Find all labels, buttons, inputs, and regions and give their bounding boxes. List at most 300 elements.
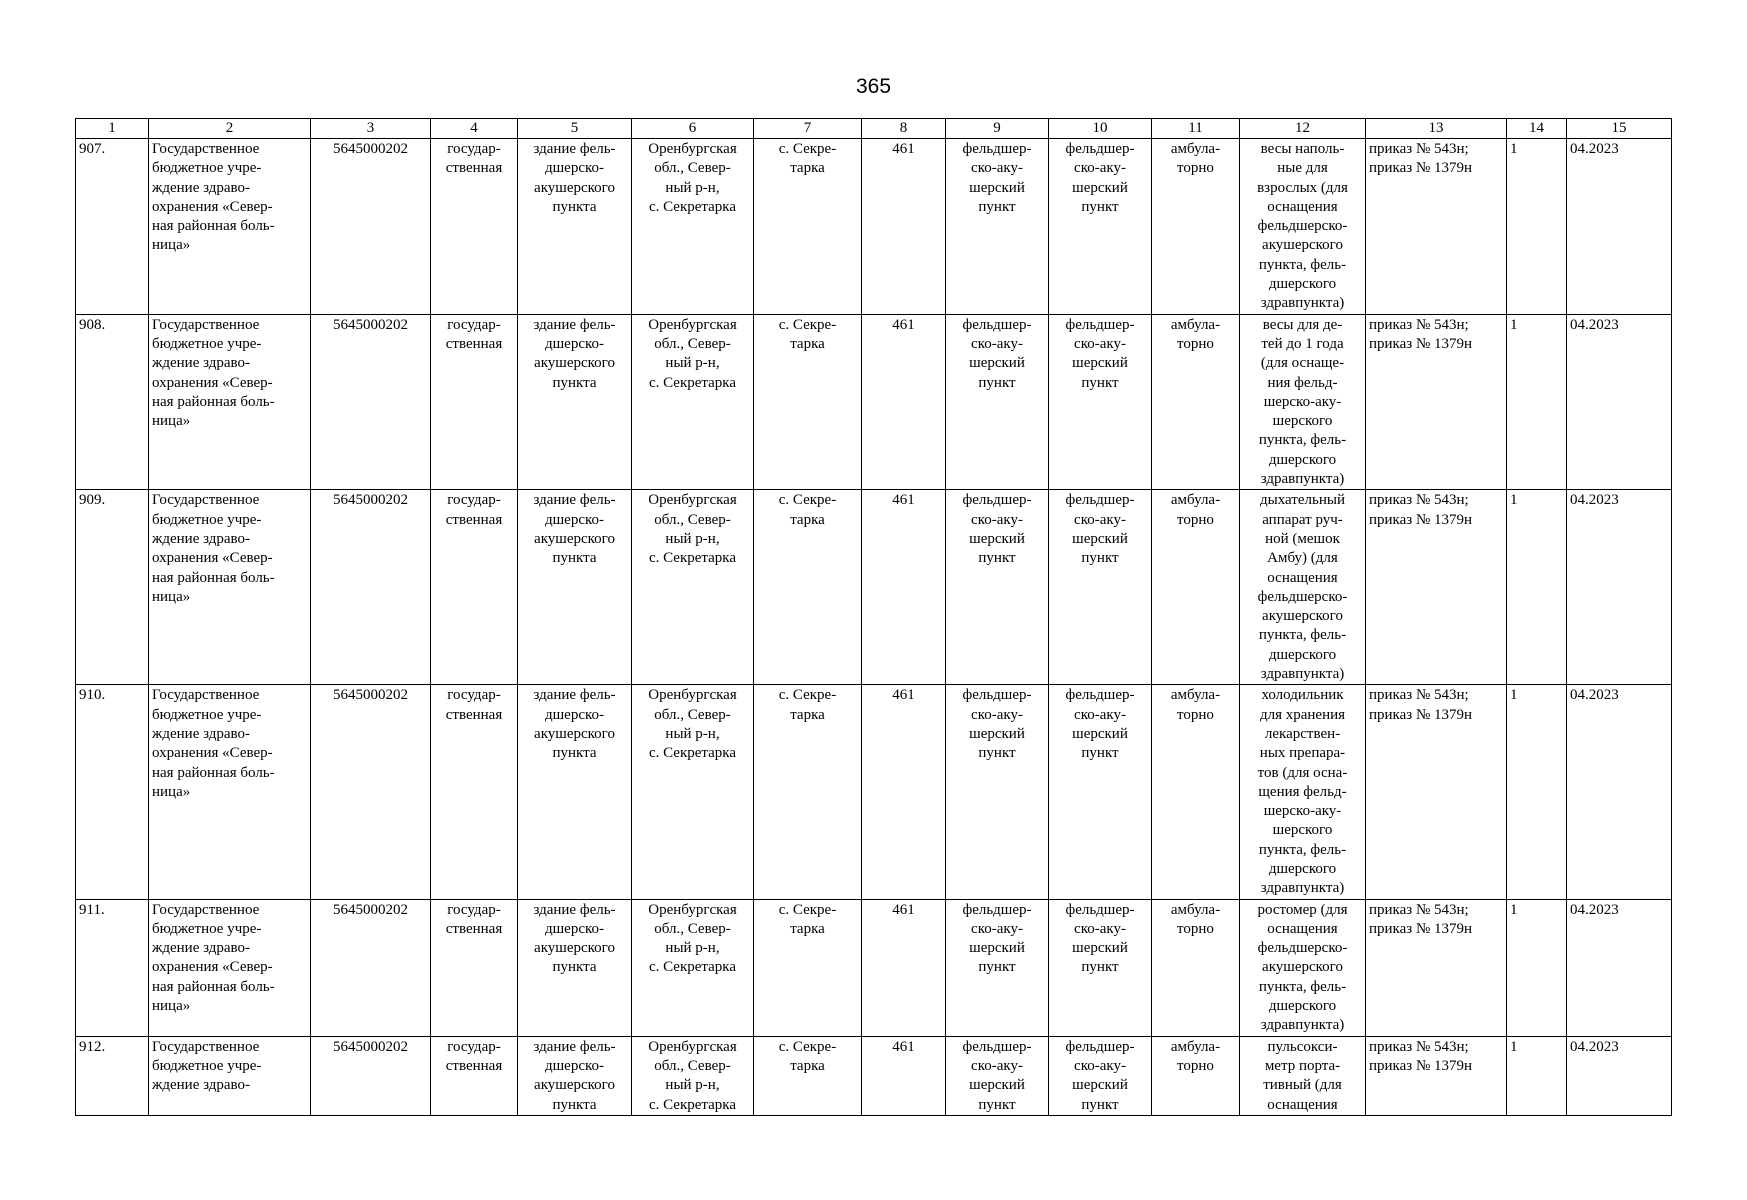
cell-line: ница» — [152, 237, 191, 254]
facility-kind-cell — [1049, 139, 1152, 315]
inn-cell: 5645000202 — [311, 139, 431, 315]
column-header: 8 — [862, 119, 946, 139]
cell-line: амбула- — [1170, 316, 1221, 333]
cell-line: пункта, фель- — [1258, 256, 1347, 273]
cell-line: пункта, фель- — [1258, 432, 1347, 449]
cell-line: ственная — [445, 160, 503, 177]
cell-line: Амбу) (для — [1267, 550, 1338, 567]
cell-line: фельдшерско- — [1257, 588, 1348, 605]
cell-line: шерский — [969, 940, 1025, 957]
cell-line: приказ № 543н; — [1369, 316, 1469, 333]
cell-line: торно — [1177, 706, 1214, 723]
regulation-cell — [1366, 490, 1507, 685]
cell-line: ждение здраво- — [152, 530, 251, 547]
cell-line: дшерско- — [544, 160, 605, 177]
cell-line: ско-аку- — [971, 1057, 1023, 1074]
cell-line: бюджетное учре- — [152, 335, 262, 352]
cell-line: фельдшер- — [962, 492, 1032, 509]
cell-line: ско-аку- — [1074, 920, 1126, 937]
cell-line: амбула- — [1170, 901, 1221, 918]
cell-line: шерский — [969, 179, 1025, 196]
column-header: 12 — [1240, 119, 1366, 139]
cell-line: шерский — [1072, 940, 1128, 957]
cell-line: дыхательный — [1260, 492, 1345, 509]
cell-line: ждение здраво- — [152, 1077, 251, 1094]
building-cell — [518, 490, 632, 685]
cell-line: обл., Север- — [654, 160, 731, 177]
cell-line: шерский — [1072, 725, 1128, 742]
cell-line: государ- — [447, 1038, 501, 1055]
cell-line: пункт — [978, 198, 1016, 215]
care-mode-cell — [1152, 685, 1240, 899]
column-header: 10 — [1049, 119, 1152, 139]
ownership-cell — [431, 490, 518, 685]
cell-line: пункт — [1081, 198, 1119, 215]
cell-line: с. Секре- — [778, 1038, 837, 1055]
cell-line: приказ № 543н; — [1369, 1038, 1469, 1055]
cell-line: обл., Север- — [654, 511, 731, 528]
cell-line: приказ № 543н; — [1369, 492, 1469, 509]
column-header: 7 — [754, 119, 862, 139]
column-header: 2 — [149, 119, 311, 139]
cell-line: ный р-н, — [665, 355, 720, 372]
table-row — [76, 899, 1672, 1036]
cell-line: государ- — [447, 492, 501, 509]
cell-line: Оренбургская — [648, 687, 737, 704]
cell-line: с. Секретарка — [648, 745, 737, 762]
organization-cell — [149, 1036, 311, 1115]
cell-line: Государственное — [152, 492, 260, 509]
cell-line: пункт — [978, 745, 1016, 762]
cell-line: приказ № 1379н — [1369, 1057, 1473, 1074]
facility-type-cell — [946, 490, 1049, 685]
ownership-cell — [431, 685, 518, 899]
row-number-cell: 911. — [76, 899, 149, 1036]
cell-line: шерский — [1072, 355, 1128, 372]
organization-cell — [149, 139, 311, 315]
cell-line: ственная — [445, 1057, 503, 1074]
cell-line: холодильник — [1261, 687, 1344, 704]
inn-cell: 5645000202 — [311, 685, 431, 899]
care-mode-cell — [1152, 314, 1240, 490]
cell-line: ско-аку- — [1074, 1057, 1126, 1074]
cell-line: шерский — [1072, 179, 1128, 196]
address-cell — [632, 490, 754, 685]
row-number-cell: 910. — [76, 685, 149, 899]
header-row — [76, 119, 1672, 139]
cell-line: ная районная боль- — [152, 393, 275, 410]
facility-kind-cell — [1049, 314, 1152, 490]
care-mode-cell — [1152, 899, 1240, 1036]
cell-line: шерский — [1072, 530, 1128, 547]
cell-line: пункт — [978, 1096, 1016, 1113]
cell-line: пункта, фель- — [1258, 978, 1347, 995]
cell-line: с. Секре- — [778, 901, 837, 918]
code-cell: 461 — [862, 314, 946, 490]
cell-line: дшерского — [1268, 860, 1337, 877]
code-cell: 461 — [862, 490, 946, 685]
cell-line: тарка — [790, 335, 825, 352]
column-header: 4 — [431, 119, 518, 139]
equipment-cell — [1240, 490, 1366, 685]
cell-line: тарка — [790, 706, 825, 723]
care-mode-cell — [1152, 490, 1240, 685]
facility-kind-cell — [1049, 685, 1152, 899]
cell-line: лекарствен- — [1264, 725, 1341, 742]
cell-line: ско-аку- — [1074, 511, 1126, 528]
settlement-cell — [754, 314, 862, 490]
cell-line: с. Секретарка — [648, 550, 737, 567]
cell-line: дшерского — [1268, 451, 1337, 468]
cell-line: ждение здраво- — [152, 355, 251, 372]
table-row — [76, 685, 1672, 899]
cell-line: здание фель- — [533, 316, 616, 333]
cell-line: ждение здраво- — [152, 940, 251, 957]
cell-line: приказ № 1379н — [1369, 920, 1473, 937]
cell-line: шерско-аку- — [1263, 393, 1342, 410]
quantity-cell: 1 — [1507, 139, 1567, 315]
cell-line: торно — [1177, 1057, 1214, 1074]
cell-line: пункта — [552, 959, 597, 976]
equipment-cell — [1240, 314, 1366, 490]
cell-line: ный р-н, — [665, 725, 720, 742]
facility-kind-cell — [1049, 490, 1152, 685]
cell-line: тов (для осна- — [1257, 764, 1348, 781]
cell-line: приказ № 1379н — [1369, 706, 1473, 723]
cell-line: пункт — [1081, 959, 1119, 976]
row-number-cell: 912. — [76, 1036, 149, 1115]
quantity-cell: 1 — [1507, 490, 1567, 685]
cell-line: дшерского — [1268, 998, 1337, 1015]
cell-line: здравпункта) — [1260, 471, 1345, 488]
regulation-cell — [1366, 314, 1507, 490]
cell-line: ница» — [152, 998, 191, 1015]
cell-line: пункт — [1081, 745, 1119, 762]
cell-line: тарка — [790, 160, 825, 177]
cell-line: бюджетное учре- — [152, 706, 262, 723]
cell-line: дшерско- — [544, 706, 605, 723]
inn-cell: 5645000202 — [311, 314, 431, 490]
cell-line: пульсокси- — [1267, 1038, 1338, 1055]
ownership-cell — [431, 314, 518, 490]
cell-line: аппарат руч- — [1262, 511, 1343, 528]
cell-line: ждение здраво- — [152, 179, 251, 196]
cell-line: шерский — [969, 725, 1025, 742]
cell-line: амбула- — [1170, 687, 1221, 704]
cell-line: пункта — [552, 198, 597, 215]
cell-line: дшерского — [1268, 276, 1337, 293]
ownership-cell — [431, 139, 518, 315]
cell-line: фельдшер- — [1065, 316, 1135, 333]
cell-line: дшерско- — [544, 1057, 605, 1074]
cell-line: пункта, фель- — [1258, 627, 1347, 644]
settlement-cell — [754, 685, 862, 899]
cell-line: пункта, фель- — [1258, 841, 1347, 858]
equipment-cell — [1240, 139, 1366, 315]
cell-line: тарка — [790, 920, 825, 937]
date-cell: 04.2023 — [1567, 490, 1672, 685]
cell-line: Государственное — [152, 141, 260, 157]
address-cell — [632, 314, 754, 490]
facility-type-cell — [946, 139, 1049, 315]
cell-line: бюджетное учре- — [152, 920, 262, 937]
cell-line: амбула- — [1170, 1038, 1221, 1055]
regulation-cell — [1366, 685, 1507, 899]
cell-line: пункта — [552, 1096, 597, 1113]
cell-line: Оренбургская — [648, 492, 737, 509]
cell-line: акушерского — [534, 530, 615, 547]
date-cell: 04.2023 — [1567, 139, 1672, 315]
cell-line: шерского — [1272, 413, 1333, 430]
page-number: 365 — [855, 75, 892, 98]
cell-line: охранения «Север- — [152, 198, 273, 215]
cell-line: ный р-н, — [665, 940, 720, 957]
cell-line: бюджетное учре- — [152, 160, 262, 177]
cell-line: дшерско- — [544, 511, 605, 528]
ownership-cell — [431, 899, 518, 1036]
ownership-cell — [431, 1036, 518, 1115]
care-mode-cell — [1152, 139, 1240, 315]
cell-line: с. Секретарка — [648, 198, 737, 215]
column-header: 5 — [518, 119, 632, 139]
address-cell — [632, 685, 754, 899]
cell-line: здравпункта) — [1260, 295, 1345, 312]
cell-line: оснащения — [1267, 1096, 1338, 1113]
cell-line: охранения «Север- — [152, 550, 273, 567]
cell-line: акушерского — [534, 1077, 615, 1094]
cell-line: обл., Север- — [654, 920, 731, 937]
regulation-cell — [1366, 899, 1507, 1036]
row-number-cell: 907. — [76, 139, 149, 315]
cell-line: шерский — [969, 1077, 1025, 1094]
cell-line: ная районная боль- — [152, 978, 275, 995]
organization-cell — [149, 685, 311, 899]
cell-line: шерско-аку- — [1263, 803, 1342, 820]
cell-line: торно — [1177, 511, 1214, 528]
cell-line: торно — [1177, 160, 1214, 177]
cell-line: охранения «Север- — [152, 959, 273, 976]
cell-line: бюджетное учре- — [152, 1057, 262, 1074]
regulation-cell — [1366, 1036, 1507, 1115]
quantity-cell: 1 — [1507, 685, 1567, 899]
cell-line: с. Секретарка — [648, 959, 737, 976]
cell-line: ственная — [445, 511, 503, 528]
facility-type-cell — [946, 899, 1049, 1036]
cell-line: фельдшер- — [962, 141, 1032, 157]
cell-line: акушерского — [534, 940, 615, 957]
cell-line: приказ № 1379н — [1369, 160, 1473, 177]
column-header: 13 — [1366, 119, 1507, 139]
cell-line: весы для де- — [1262, 316, 1343, 333]
cell-line: метр порта- — [1264, 1057, 1341, 1074]
cell-line: Оренбургская — [648, 901, 737, 918]
cell-line: пункт — [978, 550, 1016, 567]
cell-line: шерский — [969, 355, 1025, 372]
cell-line: ростомер (для — [1257, 901, 1348, 918]
facility-type-cell — [946, 685, 1049, 899]
date-cell: 04.2023 — [1567, 1036, 1672, 1115]
cell-line: здание фель- — [533, 141, 616, 157]
cell-line: ная районная боль- — [152, 569, 275, 586]
cell-line: ско-аку- — [971, 920, 1023, 937]
cell-line: ско-аку- — [971, 706, 1023, 723]
cell-line: фельдшер- — [1065, 492, 1135, 509]
column-header: 9 — [946, 119, 1049, 139]
inn-cell: 5645000202 — [311, 899, 431, 1036]
cell-line: ная районная боль- — [152, 218, 275, 235]
cell-line: тарка — [790, 1057, 825, 1074]
facility-kind-cell — [1049, 1036, 1152, 1115]
cell-line: пункт — [1081, 550, 1119, 567]
cell-line: с. Секре- — [778, 141, 837, 157]
cell-line: пункт — [1081, 1096, 1119, 1113]
cell-line: Оренбургская — [648, 316, 737, 333]
cell-line: оснащения — [1267, 920, 1338, 937]
column-header: 11 — [1152, 119, 1240, 139]
cell-line: обл., Север- — [654, 706, 731, 723]
cell-line: ско-аку- — [971, 511, 1023, 528]
cell-line: пункта — [552, 550, 597, 567]
date-cell: 04.2023 — [1567, 314, 1672, 490]
building-cell — [518, 139, 632, 315]
cell-line: тарка — [790, 511, 825, 528]
cell-line: фельдшер- — [1065, 141, 1135, 157]
cell-line: амбула- — [1170, 492, 1221, 509]
cell-line: оснащения — [1267, 569, 1338, 586]
cell-line: дшерско- — [544, 920, 605, 937]
cell-line: ско-аку- — [971, 335, 1023, 352]
cell-line: акушерского — [1262, 959, 1343, 976]
cell-line: Государственное — [152, 687, 260, 704]
cell-line: ждение здраво- — [152, 725, 251, 742]
cell-line: ных препара- — [1259, 745, 1346, 762]
organization-cell — [149, 490, 311, 685]
address-cell — [632, 899, 754, 1036]
cell-line: ско-аку- — [1074, 706, 1126, 723]
cell-line: ная районная боль- — [152, 764, 275, 781]
cell-line: ница» — [152, 588, 191, 605]
cell-line: фельдшер- — [962, 901, 1032, 918]
cell-line: с. Секретарка — [648, 374, 737, 391]
cell-line: фельдшер- — [1065, 1038, 1135, 1055]
cell-line: обл., Север- — [654, 1057, 731, 1074]
building-cell — [518, 314, 632, 490]
cell-line: пункт — [1081, 374, 1119, 391]
cell-line: Государственное — [152, 1038, 260, 1055]
cell-line: государ- — [447, 901, 501, 918]
cell-line: шерский — [969, 530, 1025, 547]
cell-line: взрослых (для — [1257, 179, 1348, 196]
cell-line: (для оснаще- — [1260, 355, 1345, 372]
cell-line: ско-аку- — [1074, 335, 1126, 352]
building-cell — [518, 899, 632, 1036]
cell-line: приказ № 1379н — [1369, 335, 1473, 352]
cell-line: ница» — [152, 413, 191, 430]
care-mode-cell — [1152, 1036, 1240, 1115]
cell-line: шерского — [1272, 822, 1333, 839]
cell-line: государ- — [447, 141, 501, 157]
equipment-cell — [1240, 899, 1366, 1036]
settlement-cell — [754, 490, 862, 685]
cell-line: ственная — [445, 335, 503, 352]
table-row — [76, 1036, 1672, 1115]
cell-line: ной (мешок — [1265, 530, 1340, 547]
cell-line: амбула- — [1170, 141, 1221, 157]
cell-line: Оренбургская — [648, 1038, 737, 1055]
cell-line: обл., Север- — [654, 335, 731, 352]
cell-line: ница» — [152, 783, 191, 800]
cell-line: здание фель- — [533, 1038, 616, 1055]
cell-line: бюджетное учре- — [152, 511, 262, 528]
cell-line: тивный (для — [1263, 1077, 1342, 1094]
cell-line: ные для — [1277, 160, 1328, 177]
cell-line: здание фель- — [533, 492, 616, 509]
cell-line: государ- — [447, 687, 501, 704]
column-header: 15 — [1567, 119, 1672, 139]
inn-cell: 5645000202 — [311, 1036, 431, 1115]
cell-line: ственная — [445, 920, 503, 937]
cell-line: Государственное — [152, 316, 260, 333]
cell-line: торно — [1177, 335, 1214, 352]
cell-line: с. Секре- — [778, 316, 837, 333]
address-cell — [632, 139, 754, 315]
cell-line: акушерского — [534, 355, 615, 372]
cell-line: ный р-н, — [665, 1077, 720, 1094]
cell-line: Государственное — [152, 901, 260, 918]
cell-line: здравпункта) — [1260, 880, 1345, 897]
equipment-cell — [1240, 1036, 1366, 1115]
cell-line: здравпункта) — [1260, 666, 1345, 683]
column-header: 1 — [76, 119, 149, 139]
registry-body — [76, 139, 1672, 1116]
cell-line: приказ № 543н; — [1369, 141, 1469, 157]
cell-line: пункт — [978, 959, 1016, 976]
equipment-cell — [1240, 685, 1366, 899]
building-cell — [518, 1036, 632, 1115]
cell-line: щения фельд- — [1258, 783, 1347, 800]
settlement-cell — [754, 1036, 862, 1115]
cell-line: с. Секретарка — [648, 1096, 737, 1113]
organization-cell — [149, 899, 311, 1036]
cell-line: фельдшер- — [962, 687, 1032, 704]
cell-line: фельдшерско- — [1257, 218, 1348, 235]
date-cell: 04.2023 — [1567, 899, 1672, 1036]
address-cell — [632, 1036, 754, 1115]
settlement-cell — [754, 139, 862, 315]
cell-line: охранения «Север- — [152, 745, 273, 762]
facility-type-cell — [946, 314, 1049, 490]
column-header: 3 — [311, 119, 431, 139]
cell-line: акушерского — [1262, 608, 1343, 625]
table-row — [76, 490, 1672, 685]
cell-line: ный р-н, — [665, 179, 720, 196]
cell-line: шерский — [1072, 1077, 1128, 1094]
cell-line: акушерского — [534, 179, 615, 196]
quantity-cell: 1 — [1507, 314, 1567, 490]
code-cell: 461 — [862, 1036, 946, 1115]
cell-line: фельдшер- — [1065, 901, 1135, 918]
cell-line: акушерского — [534, 725, 615, 742]
row-number-cell: 908. — [76, 314, 149, 490]
inn-cell: 5645000202 — [311, 490, 431, 685]
cell-line: пункта — [552, 745, 597, 762]
cell-line: приказ № 1379н — [1369, 511, 1473, 528]
cell-line: торно — [1177, 920, 1214, 937]
cell-line: здравпункта) — [1260, 1017, 1345, 1034]
organization-cell — [149, 314, 311, 490]
cell-line: ско-аку- — [971, 160, 1023, 177]
cell-line: фельдшер- — [962, 1038, 1032, 1055]
